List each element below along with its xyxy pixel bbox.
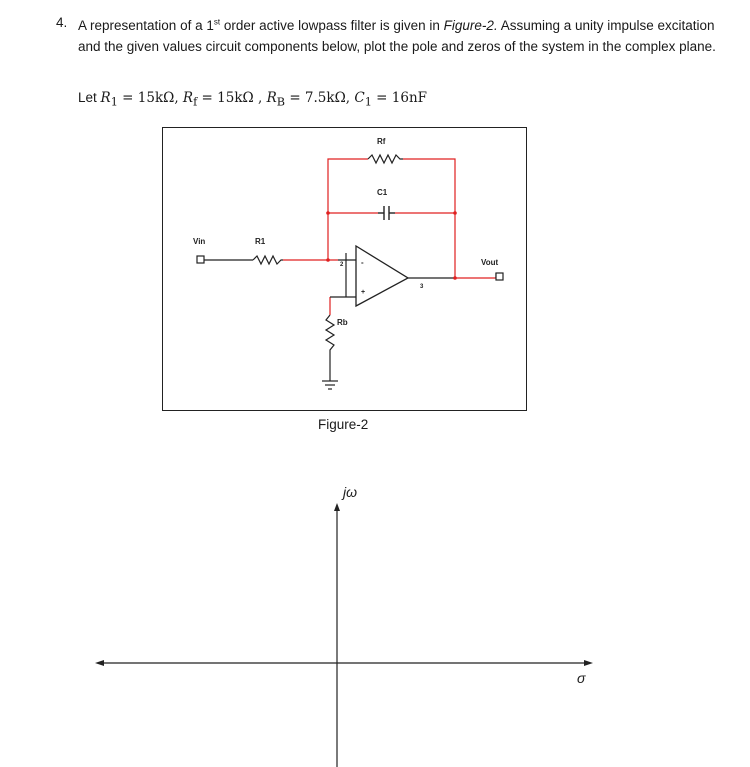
component-values: Let $R_1 = 15k\Omega$, $R_f = 15k\Omega$ , $R_B = 7.5k\Omega$, $C_1 = 16nF$ [78,90,428,109]
c1-capacitor [378,206,395,220]
circuit-schematic [163,128,528,412]
rf-label: Rf [377,137,386,146]
question-text: A representation of a 1st order active lowpass filter is given in Figure-2. Assuming a unity impulse excitation and the given values circuit components below, plot the pole and zeros of the system in the complex plane. [78,17,716,54]
imag-axis-arrow [334,503,340,511]
real-axis-label: σ [577,670,586,686]
real-axis-right-arrow [584,660,593,666]
circuit-diagram [162,127,527,411]
vin-terminal [197,256,204,263]
vout-terminal [496,273,503,280]
circuit-leads [203,253,496,381]
pin2-label: 2 [340,262,344,268]
minus-label: - [361,258,364,267]
rf-resistor [368,155,403,163]
ground-symbol [322,381,338,389]
r1-resistor [253,256,283,264]
question-number: 4. [56,15,68,30]
real-axis-left-arrow [95,660,104,666]
plus-label: + [361,289,366,296]
imag-axis-label: jω [343,484,358,500]
rb-resistor [326,315,334,353]
figure-caption: Figure-2 [318,417,369,432]
rb-label: Rb [337,318,348,327]
c1-label: C1 [377,188,388,197]
circuit-wires [283,159,496,315]
pin3-label: 3 [420,284,424,290]
op-amp [356,246,408,306]
r1-label: R1 [255,237,266,246]
complex-plane [0,480,750,767]
figure-reference: Figure-2. [443,18,498,33]
vin-label: Vin [193,237,206,246]
vout-label: Vout [481,258,499,267]
